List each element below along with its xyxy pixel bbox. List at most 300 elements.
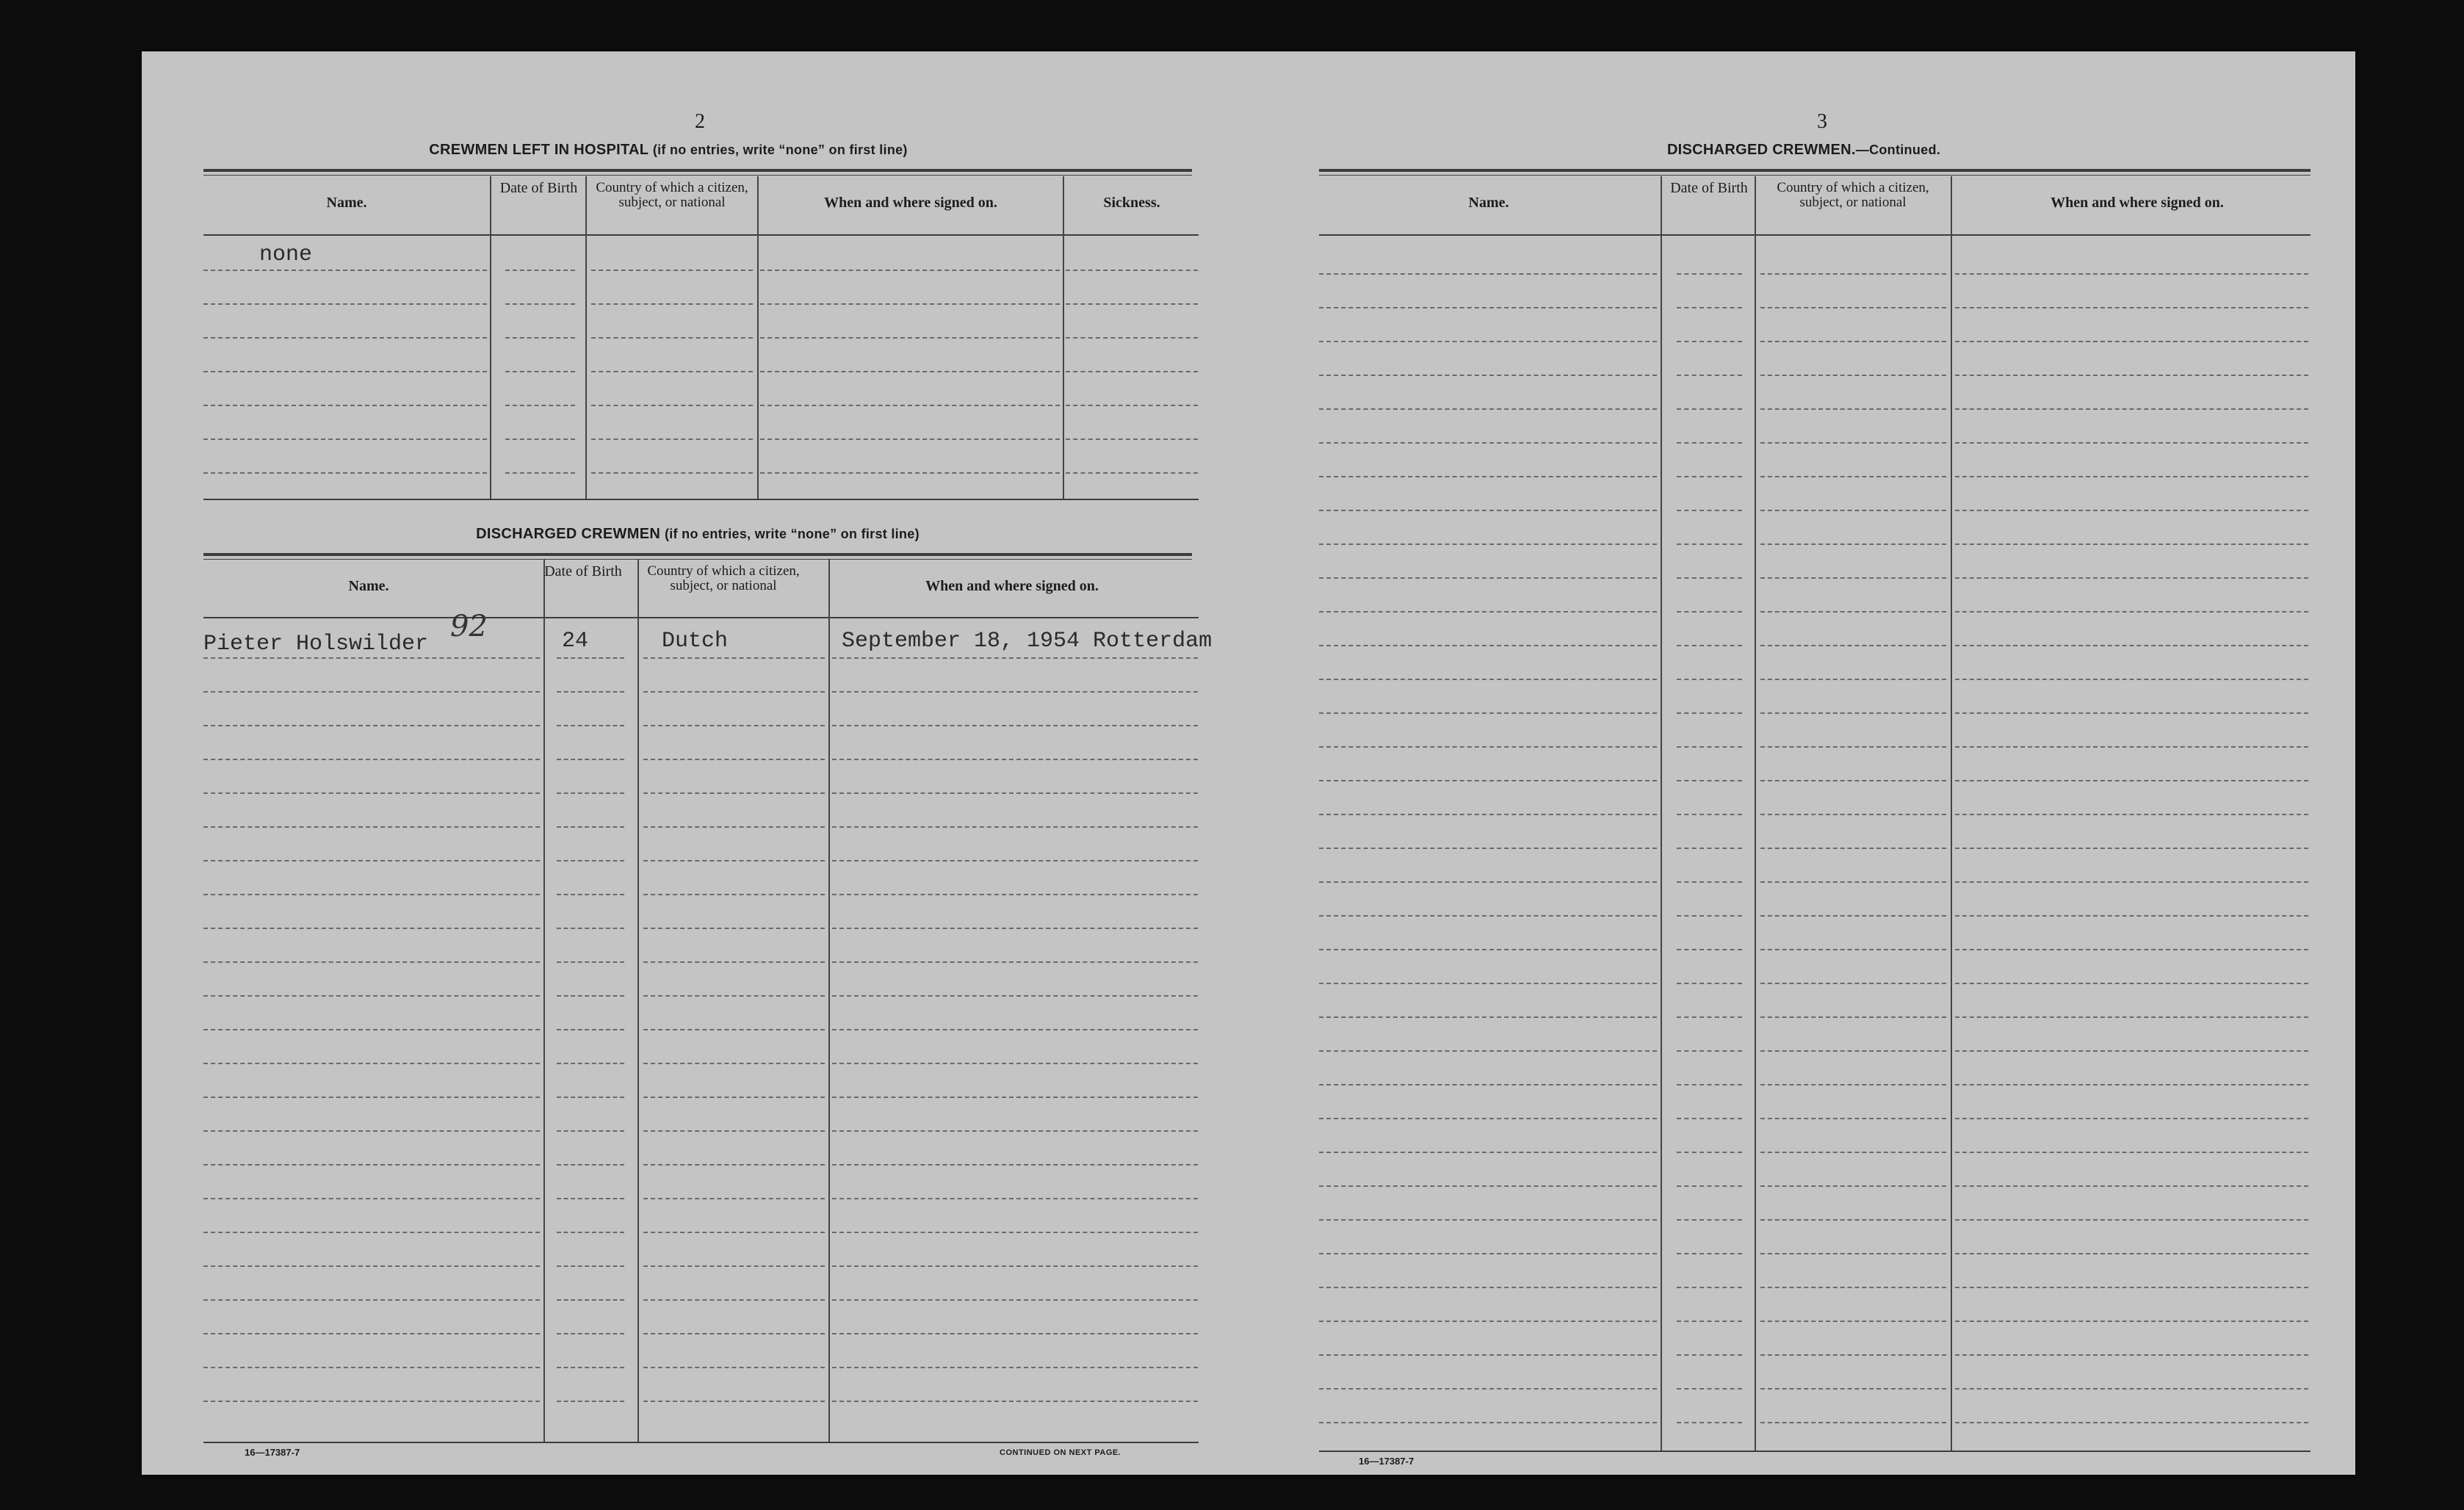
ruled-line [1066,337,1198,339]
ruled-line [1319,712,1657,714]
ruled-line [1677,915,1742,917]
ruled-line [505,472,575,474]
ruled-line [643,1063,825,1064]
ruled-line [832,1029,1198,1030]
hospital-header-sickness: Sickness. [1103,195,1160,211]
ruled-line [1760,1016,1946,1018]
ruled-line [203,894,540,895]
ruled-line [1760,1388,1946,1390]
ruled-line [1955,341,2308,342]
ruled-line [203,438,487,440]
ruled-line [1955,780,2308,781]
right-bottom-rule [1319,1451,2311,1452]
ruled-line [1677,307,1742,308]
ruled-line [203,1232,540,1233]
discharged-col-divider [828,560,830,1442]
ruled-line [557,826,624,828]
ruled-line [832,894,1198,895]
ruled-line [203,759,540,760]
ruled-line [1955,1253,2308,1254]
ruled-line [1955,949,2308,950]
ruled-line [1677,881,1742,883]
ruled-line [1760,679,1946,680]
ruled-line [1066,472,1198,474]
ruled-line [557,657,624,659]
ruled-line [1319,814,1657,815]
ruled-line [557,1063,624,1064]
ruled-line [203,1198,540,1199]
ruled-line [643,894,825,895]
ruled-line [203,691,540,693]
hospital-header-country: Country of which a citizen, subject, or national [596,180,748,210]
ruled-line [1760,510,1946,511]
right-col-divider [1951,176,1952,1451]
ruled-line [1760,848,1946,849]
ruled-line [1955,1185,2308,1187]
document-sheet [142,51,2355,1475]
ruled-line [203,1265,540,1267]
ruled-line [203,405,487,406]
ruled-line [1955,1354,2308,1356]
ruled-line [557,1130,624,1132]
ruled-line [643,1333,825,1334]
ruled-line [1677,746,1742,748]
ruled-line [1955,814,2308,815]
ruled-line [203,961,540,963]
ruled-line [1677,1287,1742,1288]
ruled-line [505,371,575,372]
ruled-line [1677,1321,1742,1322]
ruled-line [1955,1219,2308,1221]
ruled-line [1319,510,1657,511]
ruled-line [643,928,825,929]
right-section-title [1341,142,2266,159]
discharged-title-note: (if no entries, write “none” on first line) [664,527,920,541]
ruled-line [1955,848,2308,849]
ruled-line [203,1130,540,1132]
ruled-line [832,961,1198,963]
ruled-line [203,792,540,794]
ruled-line [203,472,487,474]
ruled-line [1677,273,1742,275]
ruled-line [1677,712,1742,714]
hospital-col-divider [757,176,759,499]
ruled-line [1677,341,1742,342]
ruled-line [643,1029,825,1030]
ruled-line [1319,611,1657,613]
ruled-line [1955,1321,2308,1322]
ruled-line [1319,1219,1657,1221]
ruled-line [203,928,540,929]
ruled-line [203,1333,540,1334]
ruled-line [643,725,825,726]
ruled-line [643,826,825,828]
ruled-line [591,337,753,339]
ruled-line [557,759,624,760]
ruled-line [1760,1354,1946,1356]
ruled-line [832,826,1198,828]
ruled-line [643,792,825,794]
ruled-line [832,1401,1198,1402]
discharged-header-country: Country of which a citizen, subject, or national [647,563,800,593]
ruled-line [1319,341,1657,342]
ruled-line [1760,1152,1946,1153]
hospital-title: CREWMEN LEFT IN HOSPITAL [429,142,648,158]
ruled-line [1677,476,1742,477]
ruled-line [1955,915,2308,917]
ruled-line [832,860,1198,861]
hospital-bottom-rule [203,499,1199,500]
ruled-line [1319,442,1657,444]
ruled-line [1319,273,1657,275]
ruled-line [760,371,1060,372]
ruled-line [203,303,487,305]
ruled-line [505,405,575,406]
hospital-header-dob: Date of Birth [499,180,578,196]
ruled-line [1760,543,1946,545]
ruled-line [1677,1219,1742,1221]
ruled-line [1319,1287,1657,1288]
ruled-line [1677,442,1742,444]
discharged-entry-name: Pieter Holswilder [203,632,429,657]
ruled-line [832,1232,1198,1233]
ruled-line [643,1130,825,1132]
right-header-dob: Date of Birth [1670,180,1748,196]
ruled-line [643,995,825,997]
ruled-line [760,303,1060,305]
ruled-line [643,1164,825,1166]
ruled-line [832,792,1198,794]
ruled-line [1760,915,1946,917]
discharged-entry-country: Dutch [662,629,729,654]
ruled-line [1677,780,1742,781]
ruled-line [1955,1084,2308,1085]
ruled-line [1319,408,1657,410]
hospital-title-note: (if no entries, write “none” on first line) [652,142,908,157]
ruled-line [832,657,1198,659]
ruled-line [1319,881,1657,883]
right-header-signed-on: When and where signed on. [2051,195,2224,211]
ruled-line [203,1401,540,1402]
ruled-line [1319,1388,1657,1390]
ruled-line [203,371,487,372]
ruled-line [643,1401,825,1402]
ruled-line [1955,1016,2308,1018]
ruled-line [1760,1084,1946,1085]
discharged-header-signed-on: When and where signed on. [925,578,1099,594]
ruled-line [1319,307,1657,308]
ruled-line [832,1097,1198,1098]
ruled-line [1760,1050,1946,1052]
ruled-line [1319,375,1657,376]
ruled-line [203,826,540,828]
ruled-line [557,725,624,726]
ruled-line [557,1299,624,1301]
ruled-line [1955,1287,2308,1288]
ruled-line [1319,1354,1657,1356]
ruled-line [1677,1084,1742,1085]
ruled-line [1760,442,1946,444]
ruled-line [1955,577,2308,579]
ruled-line [832,1130,1198,1132]
ruled-line [1760,476,1946,477]
ruled-line [643,961,825,963]
ruled-line [203,270,487,271]
ruled-line [505,303,575,305]
ruled-line [1677,1152,1742,1153]
ruled-line [1677,375,1742,376]
ruled-line [832,1063,1198,1064]
ruled-line [1955,1050,2308,1052]
ruled-line [557,1367,624,1368]
ruled-line [1066,303,1198,305]
ruled-line [1066,438,1198,440]
ruled-line [832,928,1198,929]
ruled-line [203,1367,540,1368]
ruled-line [832,1198,1198,1199]
ruled-line [1677,848,1742,849]
ruled-line [643,657,825,659]
ruled-line [1677,1388,1742,1390]
ruled-line [832,759,1198,760]
ruled-line [557,961,624,963]
ruled-line [1955,983,2308,984]
ruled-line [557,1333,624,1334]
ruled-line [1319,1422,1657,1423]
ruled-line [1760,307,1946,308]
ruled-line [1955,1422,2308,1423]
ruled-line [591,405,753,406]
ruled-line [1319,1050,1657,1052]
ruled-line [1677,577,1742,579]
ruled-line [505,438,575,440]
right-title: DISCHARGED CREWMEN. [1666,142,1856,158]
ruled-line [643,1265,825,1267]
ruled-line [1760,814,1946,815]
ruled-line [591,270,753,271]
ruled-line [557,691,624,693]
right-title-suffix: —Continued. [1855,142,1941,157]
ruled-line [1677,1016,1742,1018]
ruled-line [591,472,753,474]
discharged-title: DISCHARGED CREWMEN [476,526,661,542]
ruled-line [1319,983,1657,984]
form-code: 16—17387-7 [1359,1456,1415,1467]
ruled-line [1319,1118,1657,1119]
ruled-line [557,1265,624,1267]
ruled-line [643,1367,825,1368]
ruled-line [1760,1253,1946,1254]
ruled-line [591,303,753,305]
ruled-line [1677,949,1742,950]
ruled-line [1955,543,2308,545]
ruled-line [1677,1050,1742,1052]
ruled-line [760,472,1060,474]
ruled-line [832,725,1198,726]
hospital-header-signed-on: When and where signed on. [824,195,997,211]
ruled-line [1760,645,1946,646]
ruled-line [1760,273,1946,275]
ruled-line [1760,408,1946,410]
ruled-line [1760,780,1946,781]
right-page [1249,51,2355,1475]
ruled-line [1319,543,1657,545]
ruled-line [1677,611,1742,613]
ruled-line [557,1232,624,1233]
ruled-line [1760,1422,1946,1423]
ruled-line [203,337,487,339]
ruled-line [203,657,540,659]
hospital-col-divider [585,176,587,499]
discharged-entry-dob: 24 [562,629,589,654]
right-header-name: Name. [1468,195,1509,211]
ruled-line [505,270,575,271]
ruled-line [557,792,624,794]
ruled-line [643,1232,825,1233]
ruled-line [1760,1321,1946,1322]
ruled-line [1677,814,1742,815]
right-top-rule [1319,169,2311,172]
hospital-entry-name: none [259,242,313,267]
ruled-line [760,337,1060,339]
ruled-line [1319,476,1657,477]
ruled-line [1319,679,1657,680]
hospital-header-name: Name. [326,195,367,211]
ruled-line [760,438,1060,440]
ruled-line [203,1164,540,1166]
ruled-line [1760,1287,1946,1288]
ruled-line [1677,645,1742,646]
ruled-line [832,1164,1198,1166]
ruled-line [557,1029,624,1030]
discharged-header-name: Name. [348,578,389,594]
ruled-line [1955,881,2308,883]
ruled-line [1677,1185,1742,1187]
ruled-line [1955,375,2308,376]
ruled-line [1319,577,1657,579]
right-header-country: Country of which a citizen, subject, or national [1777,180,1929,210]
ruled-line [1677,679,1742,680]
discharged-bottom-rule [203,1442,1199,1443]
ruled-line [1955,307,2308,308]
ruled-line [203,1299,540,1301]
ruled-line [643,691,825,693]
ruled-line [1955,1118,2308,1119]
ruled-line [1677,543,1742,545]
ruled-line [557,1164,624,1166]
ruled-line [557,995,624,997]
ruled-line [1955,712,2308,714]
ruled-line [557,1401,624,1402]
hospital-header-rule [203,234,1199,236]
ruled-line [1677,983,1742,984]
ruled-line [1319,1016,1657,1018]
ruled-line [832,1367,1198,1368]
ruled-line [1319,949,1657,950]
ruled-line [1955,1388,2308,1390]
ruled-line [1677,510,1742,511]
ruled-line [1955,510,2308,511]
discharged-entry-annotation: 92 [450,610,488,643]
hospital-top-rule [203,169,1192,172]
hospital-col-divider [490,176,491,499]
ruled-line [557,1198,624,1199]
ruled-line [1677,408,1742,410]
ruled-line [203,725,540,726]
ruled-line [643,1299,825,1301]
ruled-line [1760,577,1946,579]
ruled-line [1760,341,1946,342]
discharged-col-divider [543,560,545,1442]
ruled-line [203,1097,540,1098]
left-page [142,51,1258,1475]
discharged-header-dob: Date of Birth [544,563,622,579]
right-header-rule [1319,234,2311,236]
ruled-line [557,1097,624,1098]
ruled-line [591,371,753,372]
page-number: 2 [695,110,705,133]
ruled-line [1760,1219,1946,1221]
ruled-line [643,759,825,760]
ruled-line [557,894,624,895]
ruled-line [832,1299,1198,1301]
ruled-line [1760,949,1946,950]
ruled-line [1066,270,1198,271]
ruled-line [643,860,825,861]
ruled-line [1955,273,2308,275]
ruled-line [203,1029,540,1030]
ruled-line [1319,1185,1657,1187]
ruled-line [1955,1152,2308,1153]
ruled-line [1760,1185,1946,1187]
ruled-line [1066,371,1198,372]
ruled-line [1319,780,1657,781]
discharged-col-divider [637,560,639,1442]
ruled-line [760,270,1060,271]
ruled-line [1955,746,2308,748]
ruled-line [1319,1253,1657,1254]
ruled-line [1760,1118,1946,1119]
ruled-line [832,995,1198,997]
ruled-line [1760,375,1946,376]
ruled-line [643,1097,825,1098]
ruled-line [1955,611,2308,613]
continued-note: CONTINUED ON NEXT PAGE. [1000,1448,1121,1457]
ruled-line [203,1063,540,1064]
ruled-line [1319,915,1657,917]
ruled-line [1955,679,2308,680]
ruled-line [1677,1253,1742,1254]
ruled-line [203,995,540,997]
ruled-line [832,1333,1198,1334]
ruled-line [1760,881,1946,883]
ruled-line [1677,1354,1742,1356]
discharged-entry-signed-on: September 18, 1954 Rotterdam [842,629,1213,654]
form-code: 16—17387-7 [245,1447,300,1458]
ruled-line [1760,712,1946,714]
ruled-line [1955,476,2308,477]
discharged-top-rule [203,553,1192,556]
ruled-line [557,928,624,929]
discharged-header-rule [203,617,1199,618]
ruled-line [1677,1422,1742,1423]
ruled-line [760,405,1060,406]
ruled-line [1319,1152,1657,1153]
ruled-line [1760,983,1946,984]
ruled-line [1066,405,1198,406]
ruled-line [1319,1084,1657,1085]
ruled-line [1760,746,1946,748]
